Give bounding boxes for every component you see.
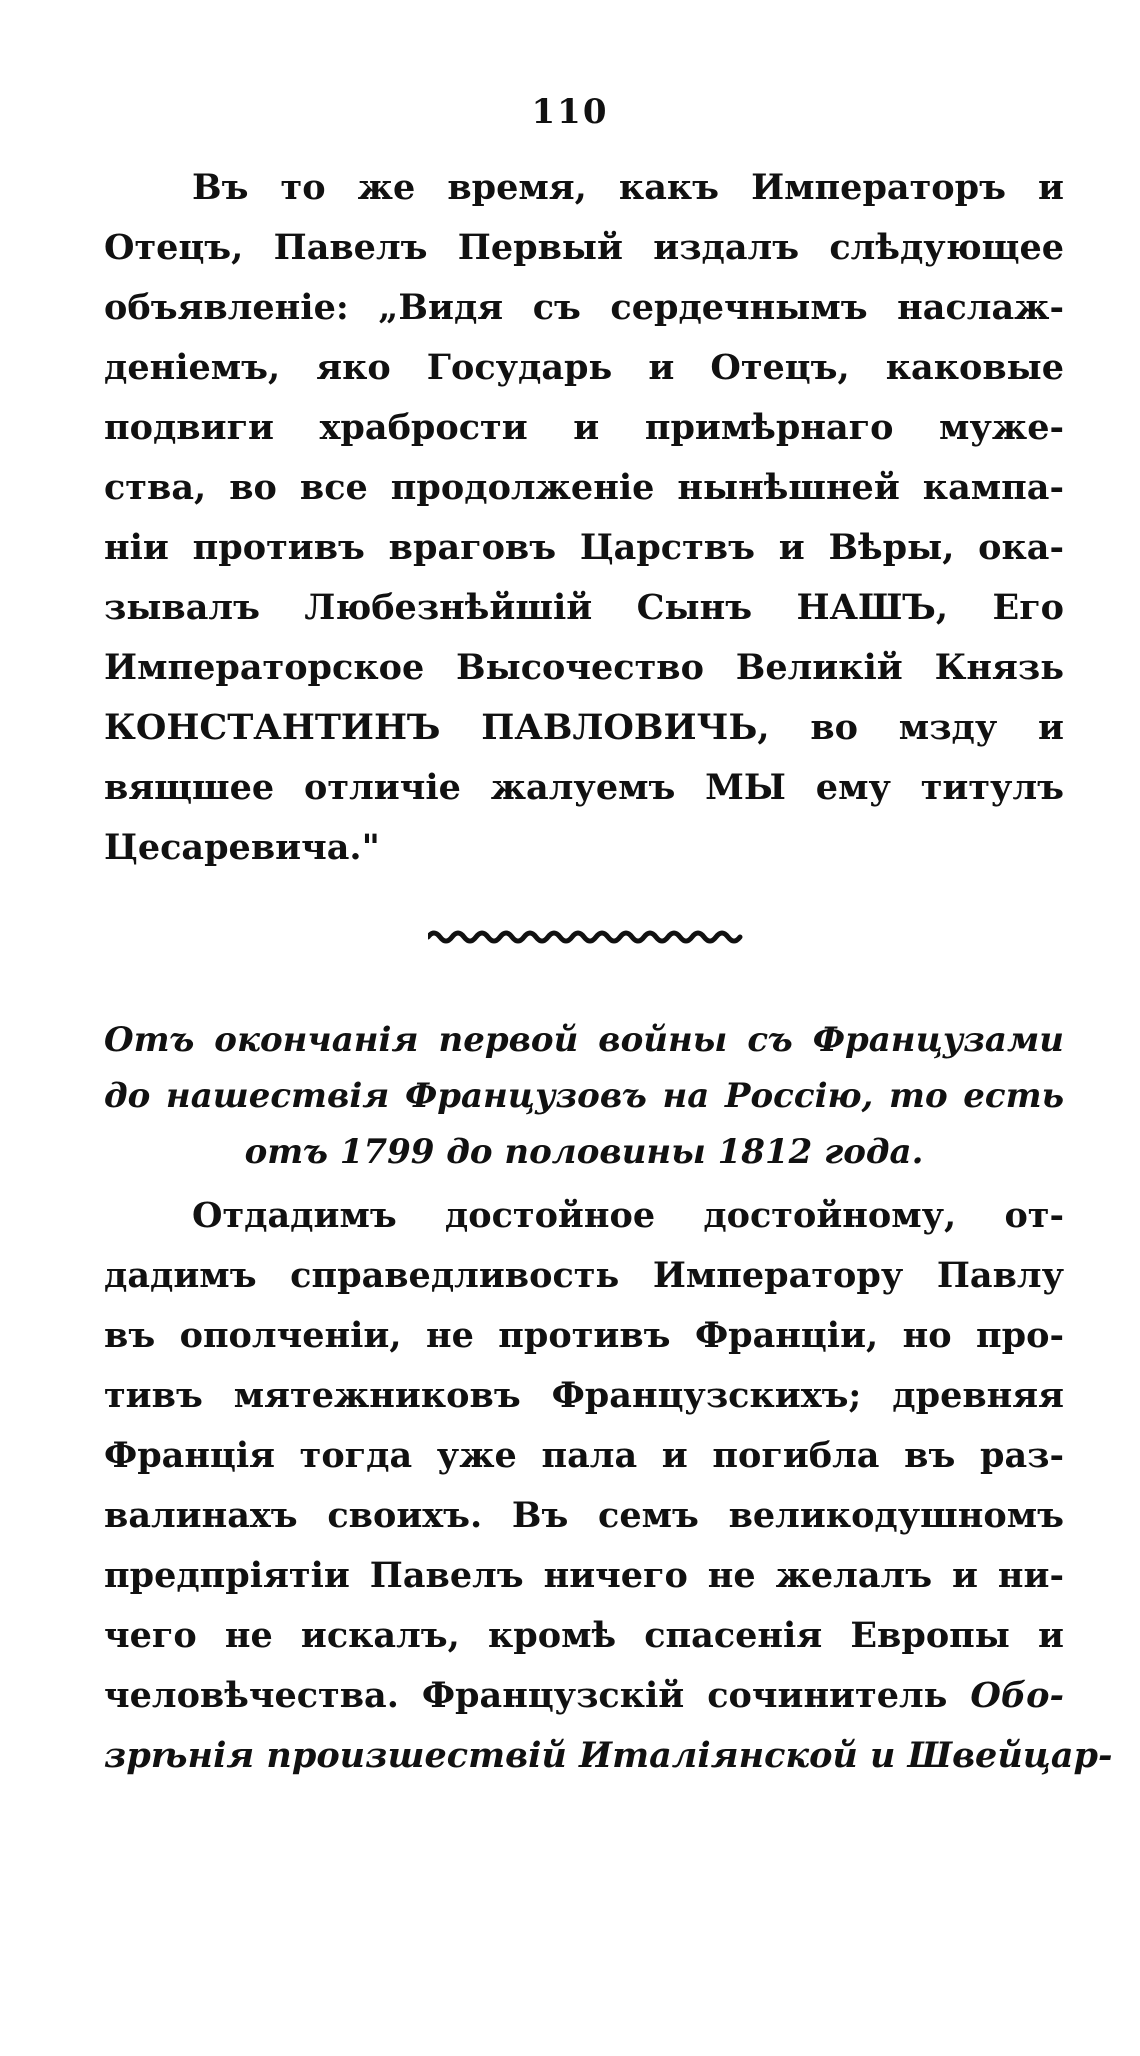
- heading-line: до нашествія Французовъ на Россію, то есть: [104, 1076, 1064, 1116]
- section-heading: [104, 1012, 1064, 1180]
- text-line: Отдадимъ достойное достойному, от-: [192, 1195, 1064, 1236]
- text-fragment: человѣчества. Французскій сочинитель: [104, 1675, 971, 1716]
- text-line: Въ то же время, какъ Императоръ и: [192, 167, 1064, 208]
- text-line: ства, во все продолженіе нынѣшней кампа-: [104, 467, 1064, 508]
- text-line: Императорское Высочество Великій Князь: [104, 647, 1064, 688]
- text-line: вящшее отличіе жалуемъ МЫ ему титулъ: [104, 767, 1064, 808]
- text-line: чего не искалъ, кромѣ спасенія Европы и: [104, 1615, 1064, 1656]
- wavy-divider-ornament: [428, 926, 744, 948]
- text-line: валинахъ своихъ. Въ семъ великодушномъ: [104, 1495, 1064, 1536]
- text-line: дадимъ справедливость Императору Павлу: [104, 1255, 1064, 1296]
- heading-line: Отъ окончанія первой войны съ Французами: [104, 1020, 1064, 1060]
- text-line: деніемъ, яко Государь и Отецъ, каковые: [104, 347, 1064, 388]
- text-line: подвиги храбрости и примѣрнаго муже-: [104, 407, 1064, 448]
- text-line: ніи противъ враговъ Царствъ и Вѣры, ока-: [104, 527, 1064, 568]
- text-line: въ ополченіи, не противъ Франціи, но про-: [104, 1315, 1064, 1356]
- text-line: КОНСТАНТИНЪ ПАВЛОВИЧЬ, во мзду и: [104, 707, 1064, 748]
- text-line: зывалъ Любезнѣйшій Сынъ НАШЪ, Его: [104, 587, 1064, 628]
- text-line: тивъ мятежниковъ Французскихъ; древняя: [104, 1375, 1064, 1416]
- text-line: Франція тогда уже пала и погибла въ раз-: [104, 1435, 1064, 1476]
- text-line-with-italic-tail: [104, 1666, 1064, 1726]
- text-line: объявленіе: „Видя съ сердечнымъ наслаж-: [104, 287, 1064, 328]
- text-line: предпріятіи Павелъ ничего не желалъ и ни-: [104, 1555, 1064, 1596]
- text-line: Отецъ, Павелъ Первый издалъ слѣдующее: [104, 227, 1064, 268]
- heading-line: отъ 1799 до половины 1812 года.: [244, 1132, 924, 1172]
- italic-fragment: Обо-: [970, 1675, 1064, 1716]
- text-line: Цесаревича.": [104, 827, 380, 868]
- text-line-italic: зрѣнія произшествій Италіянской и Швейцар-: [104, 1735, 1113, 1776]
- page-number: 110: [531, 92, 609, 132]
- paragraph-main: [104, 1186, 1113, 1786]
- paragraph-proclamation: [104, 158, 1064, 878]
